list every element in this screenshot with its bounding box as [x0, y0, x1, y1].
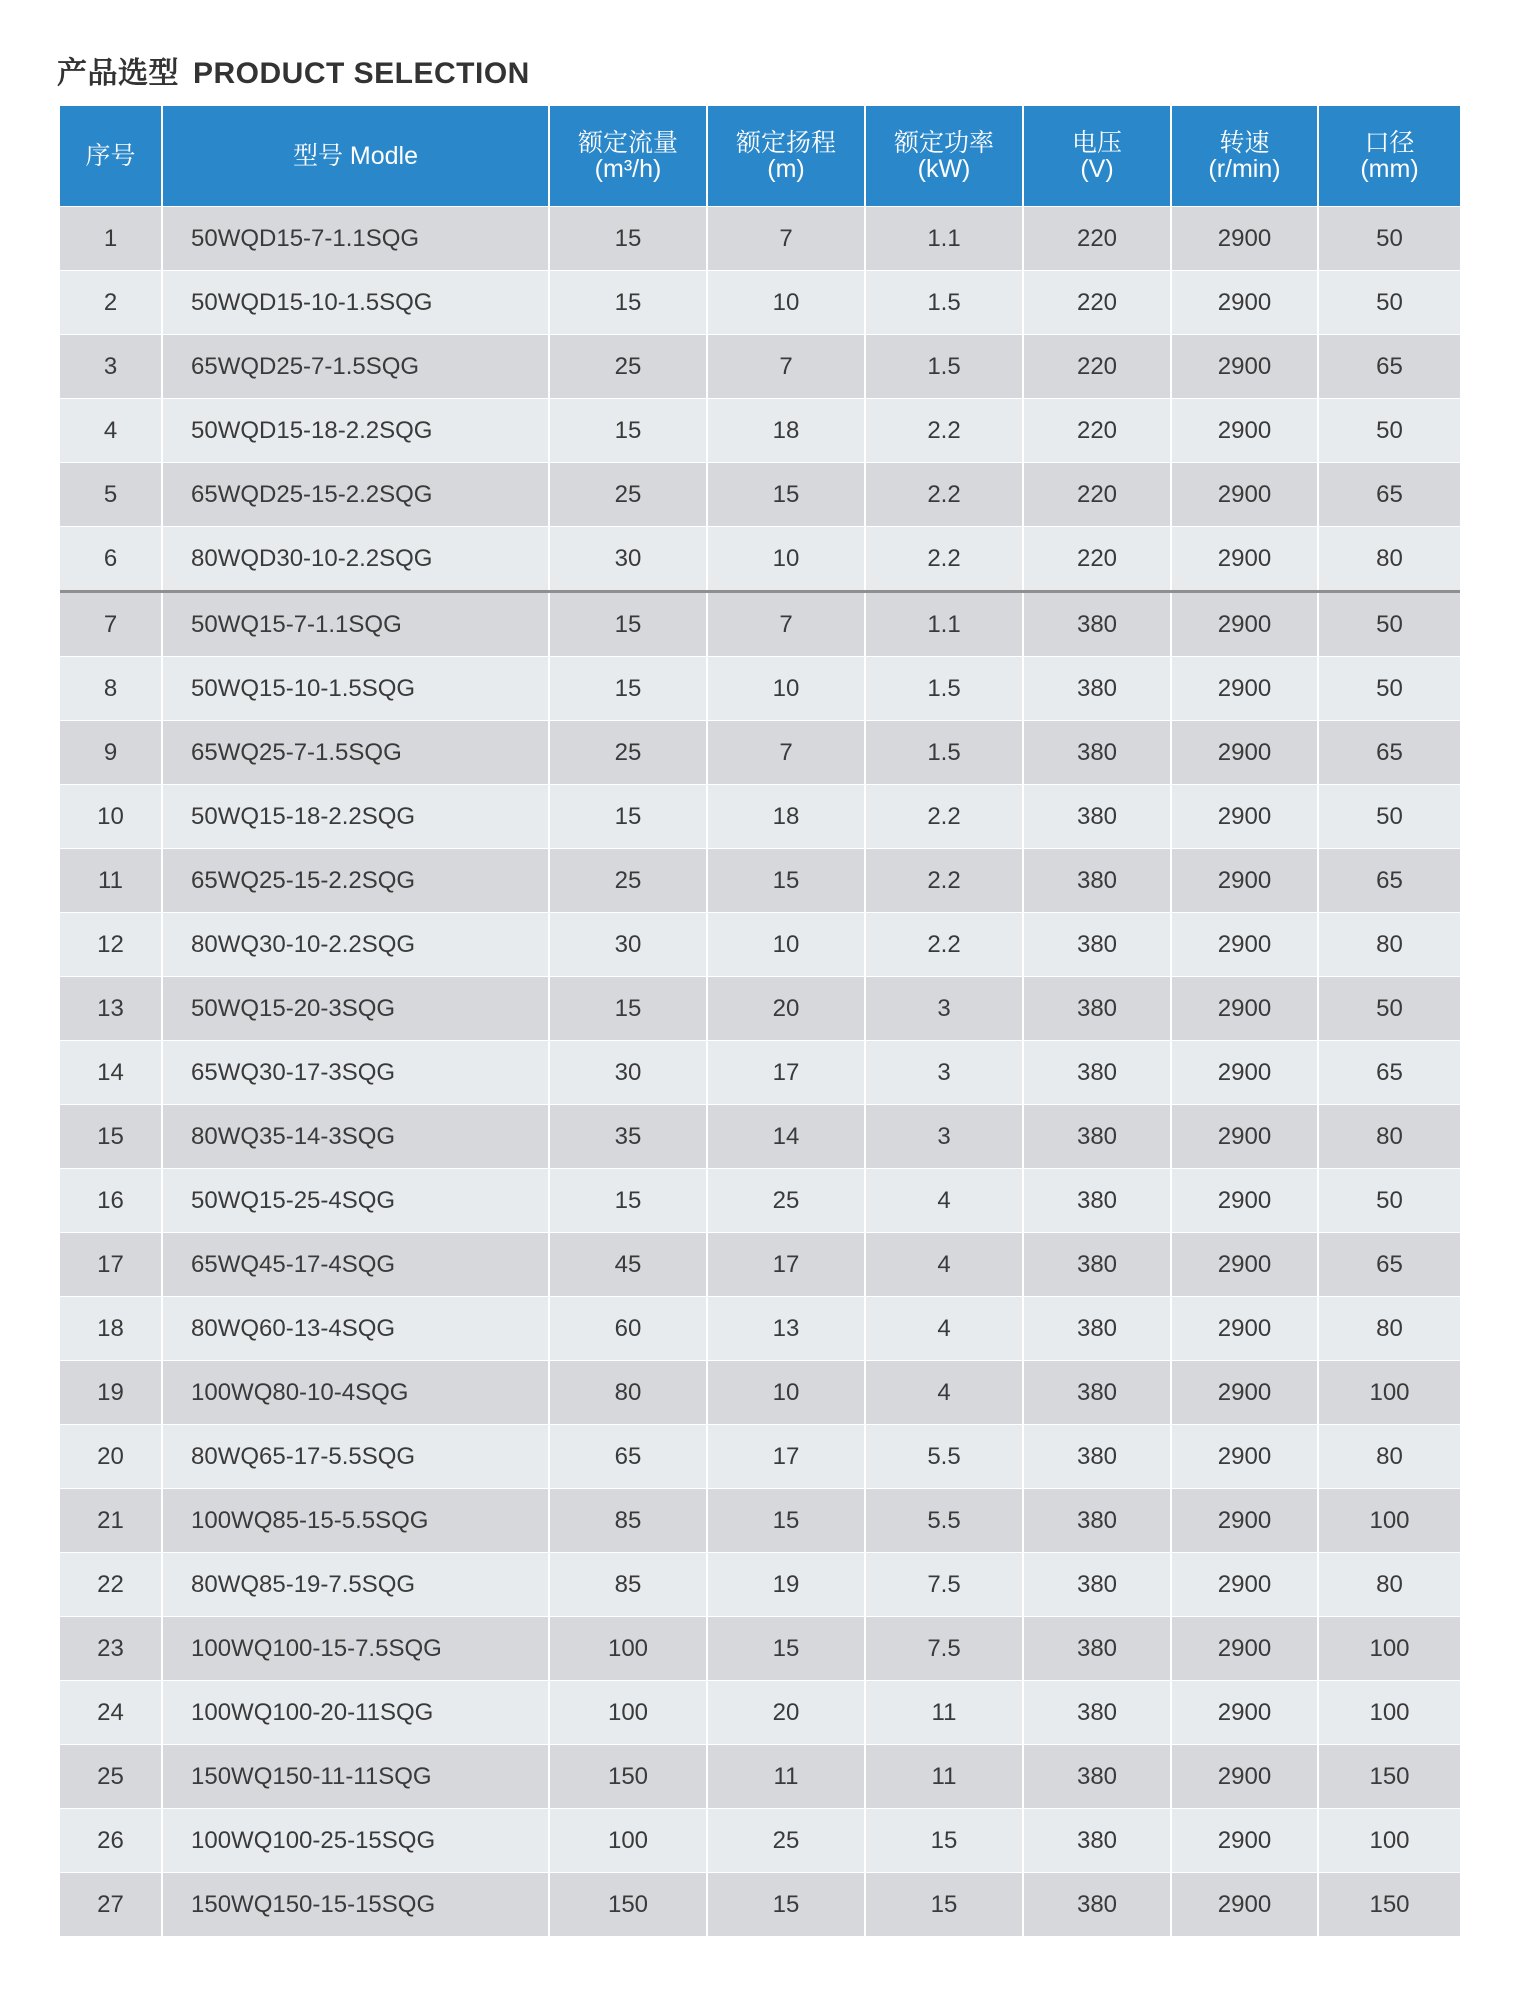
cell-rated-flow: 15 [549, 592, 707, 657]
cell-diameter: 150 [1318, 1873, 1460, 1937]
table-row [60, 399, 1460, 463]
cell-diameter: 50 [1318, 1169, 1460, 1233]
cell-rated-power: 5.5 [865, 1489, 1023, 1553]
cell-rated-head: 18 [707, 399, 865, 463]
cell-rated-flow: 15 [549, 1169, 707, 1233]
cell-speed: 2900 [1171, 849, 1318, 913]
cell-diameter: 50 [1318, 977, 1460, 1041]
cell-voltage: 380 [1023, 1041, 1171, 1105]
table-row [60, 1617, 1460, 1681]
cell-rated-head: 7 [707, 207, 865, 271]
cell-model: 50WQD15-10-1.5SQG [162, 271, 549, 335]
table-row [60, 1105, 1460, 1169]
cell-rated-power: 2.2 [865, 849, 1023, 913]
cell-model: 150WQ150-15-15SQG [162, 1873, 549, 1937]
header-index: 序号 [60, 106, 162, 207]
cell-rated-head: 20 [707, 1681, 865, 1745]
cell-diameter: 80 [1318, 1297, 1460, 1361]
table-row [60, 977, 1460, 1041]
cell-speed: 2900 [1171, 657, 1318, 721]
cell-rated-head: 18 [707, 785, 865, 849]
cell-diameter: 100 [1318, 1489, 1460, 1553]
cell-speed: 2900 [1171, 1745, 1318, 1809]
cell-rated-head: 25 [707, 1809, 865, 1873]
cell-rated-head: 10 [707, 657, 865, 721]
cell-speed: 2900 [1171, 785, 1318, 849]
cell-rated-flow: 25 [549, 335, 707, 399]
cell-model: 80WQ65-17-5.5SQG [162, 1425, 549, 1489]
cell-speed: 2900 [1171, 1681, 1318, 1745]
cell-index: 18 [60, 1297, 162, 1361]
cell-rated-flow: 15 [549, 271, 707, 335]
cell-speed: 2900 [1171, 399, 1318, 463]
cell-rated-power: 2.2 [865, 399, 1023, 463]
cell-index: 2 [60, 271, 162, 335]
cell-model: 100WQ100-15-7.5SQG [162, 1617, 549, 1681]
cell-rated-head: 19 [707, 1553, 865, 1617]
header-rated-flow: 额定流量 (m³/h) [549, 106, 707, 207]
cell-diameter: 65 [1318, 335, 1460, 399]
cell-index: 13 [60, 977, 162, 1041]
table-row [60, 335, 1460, 399]
cell-voltage: 380 [1023, 785, 1171, 849]
cell-model: 65WQ45-17-4SQG [162, 1233, 549, 1297]
cell-model: 50WQD15-7-1.1SQG [162, 207, 549, 271]
cell-rated-power: 15 [865, 1809, 1023, 1873]
cell-model: 65WQD25-15-2.2SQG [162, 463, 549, 527]
cell-diameter: 100 [1318, 1681, 1460, 1745]
cell-model: 50WQ15-10-1.5SQG [162, 657, 549, 721]
cell-voltage: 380 [1023, 1489, 1171, 1553]
cell-voltage: 380 [1023, 1169, 1171, 1233]
header-speed: 转速 (r/min) [1171, 106, 1318, 207]
cell-rated-power: 1.5 [865, 271, 1023, 335]
cell-index: 14 [60, 1041, 162, 1105]
cell-rated-power: 2.2 [865, 463, 1023, 527]
cell-voltage: 380 [1023, 592, 1171, 657]
table-row [60, 1425, 1460, 1489]
cell-diameter: 80 [1318, 1553, 1460, 1617]
cell-model: 100WQ85-15-5.5SQG [162, 1489, 549, 1553]
cell-rated-power: 2.2 [865, 913, 1023, 977]
header-diameter: 口径 (mm) [1318, 106, 1460, 207]
cell-rated-head: 15 [707, 463, 865, 527]
cell-diameter: 50 [1318, 592, 1460, 657]
cell-rated-power: 1.5 [865, 721, 1023, 785]
cell-speed: 2900 [1171, 1297, 1318, 1361]
cell-index: 27 [60, 1873, 162, 1937]
table-row [60, 849, 1460, 913]
cell-rated-head: 7 [707, 721, 865, 785]
table-row [60, 913, 1460, 977]
cell-rated-head: 17 [707, 1425, 865, 1489]
table-body [60, 207, 1460, 1937]
cell-rated-flow: 60 [549, 1297, 707, 1361]
page-title-cn: 产品选型 [57, 56, 179, 91]
cell-index: 17 [60, 1233, 162, 1297]
cell-rated-head: 11 [707, 1745, 865, 1809]
cell-index: 9 [60, 721, 162, 785]
cell-index: 11 [60, 849, 162, 913]
table-row [60, 592, 1460, 657]
cell-diameter: 50 [1318, 785, 1460, 849]
cell-voltage: 220 [1023, 527, 1171, 592]
cell-voltage: 220 [1023, 207, 1171, 271]
cell-rated-power: 4 [865, 1233, 1023, 1297]
cell-model: 65WQ25-7-1.5SQG [162, 721, 549, 785]
cell-rated-power: 4 [865, 1297, 1023, 1361]
cell-diameter: 50 [1318, 399, 1460, 463]
cell-rated-head: 15 [707, 1873, 865, 1937]
cell-index: 7 [60, 592, 162, 657]
table-row [60, 1361, 1460, 1425]
cell-rated-head: 10 [707, 527, 865, 592]
cell-model: 100WQ100-20-11SQG [162, 1681, 549, 1745]
page-title [57, 48, 530, 92]
header-rated-head: 额定扬程 (m) [707, 106, 865, 207]
cell-speed: 2900 [1171, 463, 1318, 527]
cell-rated-flow: 45 [549, 1233, 707, 1297]
cell-rated-head: 10 [707, 913, 865, 977]
cell-speed: 2900 [1171, 592, 1318, 657]
cell-voltage: 380 [1023, 913, 1171, 977]
cell-index: 23 [60, 1617, 162, 1681]
table-row [60, 657, 1460, 721]
table-row [60, 785, 1460, 849]
cell-voltage: 220 [1023, 335, 1171, 399]
cell-diameter: 65 [1318, 1233, 1460, 1297]
cell-voltage: 380 [1023, 1553, 1171, 1617]
cell-index: 10 [60, 785, 162, 849]
cell-rated-head: 15 [707, 1617, 865, 1681]
cell-diameter: 100 [1318, 1809, 1460, 1873]
cell-voltage: 380 [1023, 1617, 1171, 1681]
cell-index: 22 [60, 1553, 162, 1617]
cell-rated-flow: 150 [549, 1873, 707, 1937]
cell-rated-head: 7 [707, 592, 865, 657]
table-row [60, 1745, 1460, 1809]
cell-speed: 2900 [1171, 335, 1318, 399]
cell-rated-flow: 30 [549, 1041, 707, 1105]
cell-index: 24 [60, 1681, 162, 1745]
cell-model: 80WQ30-10-2.2SQG [162, 913, 549, 977]
cell-rated-power: 15 [865, 1873, 1023, 1937]
cell-model: 80WQD30-10-2.2SQG [162, 527, 549, 592]
cell-rated-power: 2.2 [865, 527, 1023, 592]
cell-rated-power: 3 [865, 1105, 1023, 1169]
cell-diameter: 80 [1318, 1425, 1460, 1489]
cell-speed: 2900 [1171, 1425, 1318, 1489]
cell-diameter: 80 [1318, 1105, 1460, 1169]
cell-model: 50WQ15-20-3SQG [162, 977, 549, 1041]
cell-rated-power: 7.5 [865, 1617, 1023, 1681]
cell-diameter: 65 [1318, 721, 1460, 785]
cell-diameter: 80 [1318, 913, 1460, 977]
cell-speed: 2900 [1171, 271, 1318, 335]
cell-rated-head: 17 [707, 1041, 865, 1105]
table-row [60, 1681, 1460, 1745]
table-row [60, 271, 1460, 335]
cell-model: 50WQ15-18-2.2SQG [162, 785, 549, 849]
cell-speed: 2900 [1171, 913, 1318, 977]
cell-rated-flow: 15 [549, 977, 707, 1041]
cell-voltage: 220 [1023, 399, 1171, 463]
cell-model: 50WQD15-18-2.2SQG [162, 399, 549, 463]
header-voltage: 电压 (V) [1023, 106, 1171, 207]
cell-rated-power: 1.5 [865, 657, 1023, 721]
cell-rated-flow: 15 [549, 657, 707, 721]
cell-rated-power: 3 [865, 977, 1023, 1041]
cell-rated-power: 2.2 [865, 785, 1023, 849]
cell-model: 80WQ35-14-3SQG [162, 1105, 549, 1169]
cell-rated-power: 1.5 [865, 335, 1023, 399]
cell-rated-flow: 80 [549, 1361, 707, 1425]
cell-voltage: 380 [1023, 1425, 1171, 1489]
cell-speed: 2900 [1171, 1617, 1318, 1681]
cell-voltage: 380 [1023, 1681, 1171, 1745]
cell-model: 50WQ15-25-4SQG [162, 1169, 549, 1233]
cell-diameter: 50 [1318, 207, 1460, 271]
cell-rated-head: 25 [707, 1169, 865, 1233]
cell-voltage: 380 [1023, 657, 1171, 721]
cell-model: 100WQ100-25-15SQG [162, 1809, 549, 1873]
cell-voltage: 220 [1023, 463, 1171, 527]
table-row [60, 1297, 1460, 1361]
cell-model: 100WQ80-10-4SQG [162, 1361, 549, 1425]
cell-index: 16 [60, 1169, 162, 1233]
cell-rated-flow: 30 [549, 913, 707, 977]
cell-rated-flow: 65 [549, 1425, 707, 1489]
table-row [60, 1809, 1460, 1873]
header-rated-power: 额定功率 (kW) [865, 106, 1023, 207]
cell-diameter: 150 [1318, 1745, 1460, 1809]
page-title-en: PRODUCT SELECTION [193, 57, 530, 90]
cell-diameter: 100 [1318, 1361, 1460, 1425]
cell-voltage: 380 [1023, 1297, 1171, 1361]
cell-rated-head: 14 [707, 1105, 865, 1169]
cell-model: 65WQD25-7-1.5SQG [162, 335, 549, 399]
table-row [60, 1169, 1460, 1233]
cell-index: 1 [60, 207, 162, 271]
cell-index: 3 [60, 335, 162, 399]
table-row [60, 1553, 1460, 1617]
cell-speed: 2900 [1171, 1361, 1318, 1425]
cell-index: 20 [60, 1425, 162, 1489]
cell-voltage: 380 [1023, 721, 1171, 785]
cell-voltage: 380 [1023, 1745, 1171, 1809]
cell-voltage: 380 [1023, 1233, 1171, 1297]
cell-rated-flow: 85 [549, 1489, 707, 1553]
cell-index: 26 [60, 1809, 162, 1873]
cell-model: 150WQ150-11-11SQG [162, 1745, 549, 1809]
cell-rated-flow: 35 [549, 1105, 707, 1169]
cell-index: 19 [60, 1361, 162, 1425]
cell-rated-power: 7.5 [865, 1553, 1023, 1617]
cell-rated-flow: 30 [549, 527, 707, 592]
cell-speed: 2900 [1171, 1169, 1318, 1233]
cell-rated-flow: 15 [549, 399, 707, 463]
cell-diameter: 100 [1318, 1617, 1460, 1681]
cell-rated-head: 13 [707, 1297, 865, 1361]
cell-voltage: 380 [1023, 977, 1171, 1041]
cell-index: 5 [60, 463, 162, 527]
cell-rated-flow: 150 [549, 1745, 707, 1809]
cell-index: 15 [60, 1105, 162, 1169]
cell-speed: 2900 [1171, 1873, 1318, 1937]
cell-speed: 2900 [1171, 1553, 1318, 1617]
cell-speed: 2900 [1171, 207, 1318, 271]
table-row [60, 1489, 1460, 1553]
cell-rated-flow: 25 [549, 721, 707, 785]
cell-rated-flow: 100 [549, 1681, 707, 1745]
product-selection-table [60, 106, 1460, 1936]
cell-index: 6 [60, 527, 162, 592]
cell-rated-power: 11 [865, 1681, 1023, 1745]
table-row [60, 1041, 1460, 1105]
cell-model: 80WQ85-19-7.5SQG [162, 1553, 549, 1617]
cell-voltage: 380 [1023, 1873, 1171, 1937]
cell-speed: 2900 [1171, 1489, 1318, 1553]
cell-voltage: 380 [1023, 1105, 1171, 1169]
cell-rated-power: 4 [865, 1169, 1023, 1233]
table-row [60, 527, 1460, 592]
cell-speed: 2900 [1171, 977, 1318, 1041]
cell-model: 50WQ15-7-1.1SQG [162, 592, 549, 657]
cell-rated-flow: 15 [549, 207, 707, 271]
table-row [60, 463, 1460, 527]
cell-model: 65WQ30-17-3SQG [162, 1041, 549, 1105]
cell-rated-head: 7 [707, 335, 865, 399]
cell-rated-flow: 25 [549, 463, 707, 527]
cell-diameter: 50 [1318, 657, 1460, 721]
cell-rated-head: 10 [707, 1361, 865, 1425]
cell-diameter: 50 [1318, 271, 1460, 335]
cell-speed: 2900 [1171, 1809, 1318, 1873]
table-header-row [60, 106, 1460, 207]
cell-index: 25 [60, 1745, 162, 1809]
cell-rated-head: 20 [707, 977, 865, 1041]
cell-speed: 2900 [1171, 1105, 1318, 1169]
cell-index: 12 [60, 913, 162, 977]
cell-diameter: 65 [1318, 463, 1460, 527]
cell-rated-flow: 85 [549, 1553, 707, 1617]
cell-diameter: 80 [1318, 527, 1460, 592]
cell-rated-power: 11 [865, 1745, 1023, 1809]
cell-speed: 2900 [1171, 1233, 1318, 1297]
cell-voltage: 220 [1023, 271, 1171, 335]
cell-model: 80WQ60-13-4SQG [162, 1297, 549, 1361]
cell-rated-head: 15 [707, 849, 865, 913]
cell-rated-head: 17 [707, 1233, 865, 1297]
table-row [60, 721, 1460, 785]
cell-rated-flow: 15 [549, 785, 707, 849]
cell-voltage: 380 [1023, 1361, 1171, 1425]
table-row [60, 1873, 1460, 1937]
table-row [60, 1233, 1460, 1297]
table-row [60, 207, 1460, 271]
cell-rated-flow: 100 [549, 1617, 707, 1681]
cell-rated-head: 15 [707, 1489, 865, 1553]
cell-index: 21 [60, 1489, 162, 1553]
cell-voltage: 380 [1023, 1809, 1171, 1873]
cell-rated-power: 1.1 [865, 207, 1023, 271]
cell-model: 65WQ25-15-2.2SQG [162, 849, 549, 913]
cell-index: 8 [60, 657, 162, 721]
cell-rated-power: 3 [865, 1041, 1023, 1105]
cell-diameter: 65 [1318, 1041, 1460, 1105]
cell-index: 4 [60, 399, 162, 463]
cell-rated-power: 4 [865, 1361, 1023, 1425]
cell-rated-power: 1.1 [865, 592, 1023, 657]
cell-rated-flow: 25 [549, 849, 707, 913]
cell-speed: 2900 [1171, 1041, 1318, 1105]
cell-speed: 2900 [1171, 527, 1318, 592]
cell-speed: 2900 [1171, 721, 1318, 785]
cell-diameter: 65 [1318, 849, 1460, 913]
cell-rated-head: 10 [707, 271, 865, 335]
header-model: 型号 Modle [162, 106, 549, 207]
cell-voltage: 380 [1023, 849, 1171, 913]
cell-rated-flow: 100 [549, 1809, 707, 1873]
cell-rated-power: 5.5 [865, 1425, 1023, 1489]
